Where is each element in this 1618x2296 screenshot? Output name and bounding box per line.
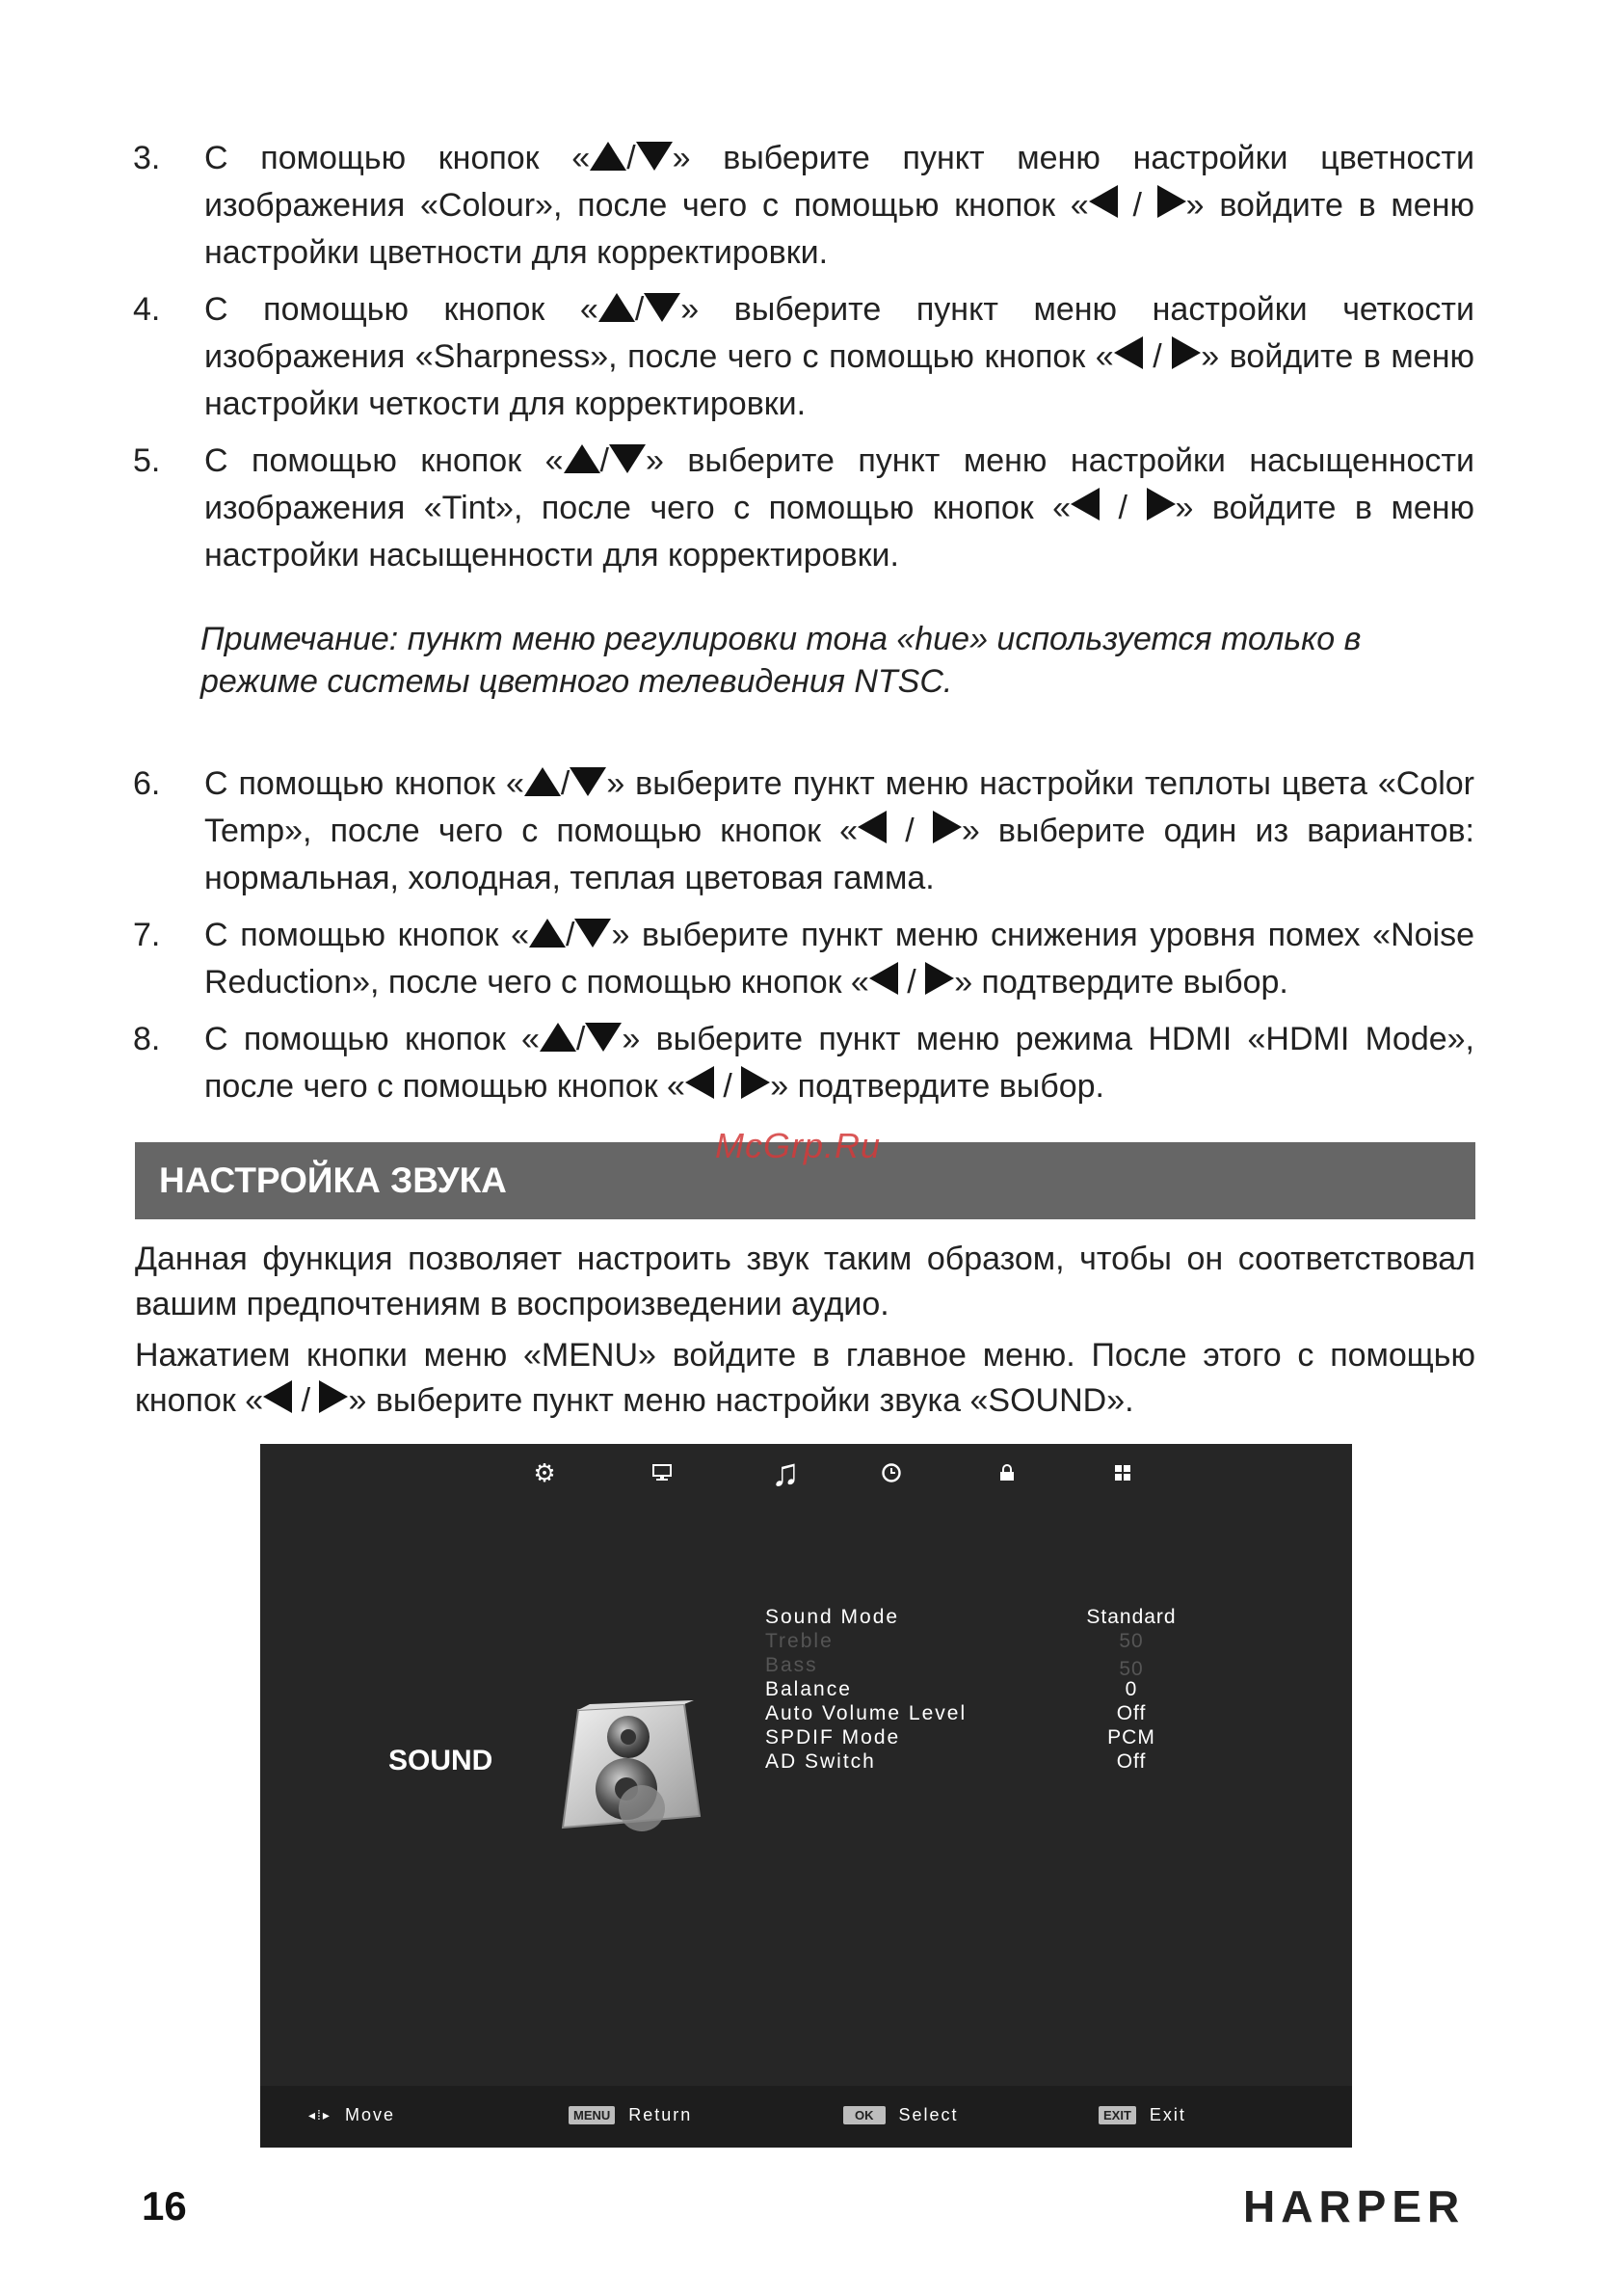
arrow-up-icon <box>564 444 600 473</box>
instruction-list <box>133 135 1474 1120</box>
menu-row-balance[interactable]: Balance 0 <box>765 1678 1138 1700</box>
arrow-right-icon <box>925 962 954 995</box>
arrow-right-icon <box>741 1066 770 1099</box>
page-number: 16 <box>142 2183 187 2229</box>
arrow-left-icon <box>869 962 898 995</box>
ok-key-icon: OK <box>843 2106 886 2124</box>
arrow-up-icon <box>598 293 635 322</box>
menu-row-ad-switch[interactable]: AD Switch Off <box>765 1750 1147 1773</box>
step-item: 7. С помощью кнопок « / » выберите пункт меню снижения уровня помех «Noise Reduction», после чего с помощью кнопок « / » подтвердите выбор. <box>133 917 1474 1001</box>
arrow-left-icon <box>858 811 887 843</box>
music-note-icon[interactable]: ♫ <box>771 1451 800 1494</box>
arrow-up-icon <box>540 1023 576 1052</box>
menu-row-bass: Bass 50 <box>765 1654 1144 1680</box>
menu-row-treble: Treble 50 <box>765 1630 1144 1652</box>
step-item: 6. С помощью кнопок « / » выберите пункт меню настройки теплоты цвета «Color Temp», после чего с помощью кнопок « / » выберите один из вариантов: нормальная, холодная, теплая цветовая гамма. <box>133 765 1474 896</box>
tv-footer-hints <box>260 2086 1352 2148</box>
watermark: McGrp.Ru <box>715 1126 882 1165</box>
menu-paragraph: Нажатием кнопки меню «MENU» войдите в главное меню. После этого с помощью кнопок « / » выберите пункт меню настройки звука «SOUND». <box>135 1337 1475 1419</box>
exit-key-icon: EXIT <box>1099 2106 1136 2124</box>
menu-row-spdif-mode[interactable]: SPDIF Mode PCM <box>765 1726 1155 1749</box>
tv-menu-tabs <box>260 1451 1352 1494</box>
arrow-right-icon <box>1157 185 1186 218</box>
arrow-left-icon <box>1071 488 1100 521</box>
arrow-left-icon <box>1089 185 1118 218</box>
hint-move: ◂⁞▸ Move <box>308 2105 395 2124</box>
arrow-left-icon <box>1114 336 1143 369</box>
step-item: 8. С помощью кнопок « / » выберите пункт меню режима HDMI «HDMI Mode», после чего с помощью кнопок « / » подтвердите выбор. <box>133 1021 1474 1105</box>
arrow-down-icon <box>570 767 606 796</box>
arrow-left-icon <box>263 1380 292 1413</box>
arrow-down-icon <box>609 444 646 473</box>
intro-paragraph: Данная функция позволяет настроить звук таким образом, чтобы он соответствовал вашим предпочтениям в воспроизведении аудио. <box>135 1241 1475 1322</box>
hint-return: MENU Return <box>569 2105 692 2125</box>
arrow-left-icon <box>685 1066 714 1099</box>
grid-icon[interactable] <box>1108 1454 1137 1492</box>
arrow-right-icon <box>319 1380 348 1413</box>
arrow-right-icon <box>1147 488 1176 521</box>
navigation-arrows-icon: ◂⁞▸ <box>308 2107 332 2122</box>
note-text: Примечание: пункт меню регулировки тона «hue» используется только в режиме системы цветного телевидения NTSC. <box>200 621 1362 700</box>
step-item: 4. С помощью кнопок « / » выберите пункт меню настройки четкости изображения «Sharpness», после чего с помощью кнопок « / » войдите в меню настройки четкости для корректировки. <box>133 291 1474 422</box>
monitor-icon[interactable] <box>648 1454 676 1492</box>
menu-row-sound-mode[interactable]: Sound Mode Standard <box>765 1606 1177 1628</box>
speaker-icon <box>549 1700 703 1837</box>
arrow-up-icon <box>524 767 561 796</box>
section-title: НАСТРОЙКА ЗВУКА <box>159 1161 507 1200</box>
arrow-right-icon <box>1172 336 1201 369</box>
arrow-down-icon <box>644 293 680 322</box>
tv-menu-screenshot <box>260 1444 1352 2148</box>
arrow-down-icon <box>574 919 611 948</box>
menu-row-auto-volume-level[interactable]: Auto Volume Level Off <box>765 1702 1147 1724</box>
lock-icon[interactable] <box>993 1454 1021 1492</box>
arrow-up-icon <box>529 919 566 948</box>
hint-exit: EXIT Exit <box>1099 2105 1186 2125</box>
hint-select: OK Select <box>843 2105 959 2125</box>
arrow-right-icon <box>933 811 962 843</box>
gear-icon[interactable]: ⚙ <box>533 1457 556 1487</box>
arrow-down-icon <box>636 142 673 171</box>
step-item: 5. С помощью кнопок « / » выберите пункт меню настройки насыщенности изображения «Tint», после чего с помощью кнопок « / » войдите в меню настройки насыщенности для корректировки. <box>133 442 1475 574</box>
brand-logo: HARPER <box>1243 2181 1466 2231</box>
clock-icon[interactable] <box>877 1454 906 1492</box>
arrow-up-icon <box>590 142 626 171</box>
arrow-down-icon <box>585 1023 622 1052</box>
step-item: 3. С помощью кнопок « / » выберите пункт меню настройки цветности изображения «Colour», после чего с помощью кнопок « / » войдите в меню настройки цветности для корректировки. <box>133 140 1474 271</box>
menu-key-icon: MENU <box>569 2106 615 2124</box>
tv-menu-title: SOUND <box>388 1745 493 1776</box>
